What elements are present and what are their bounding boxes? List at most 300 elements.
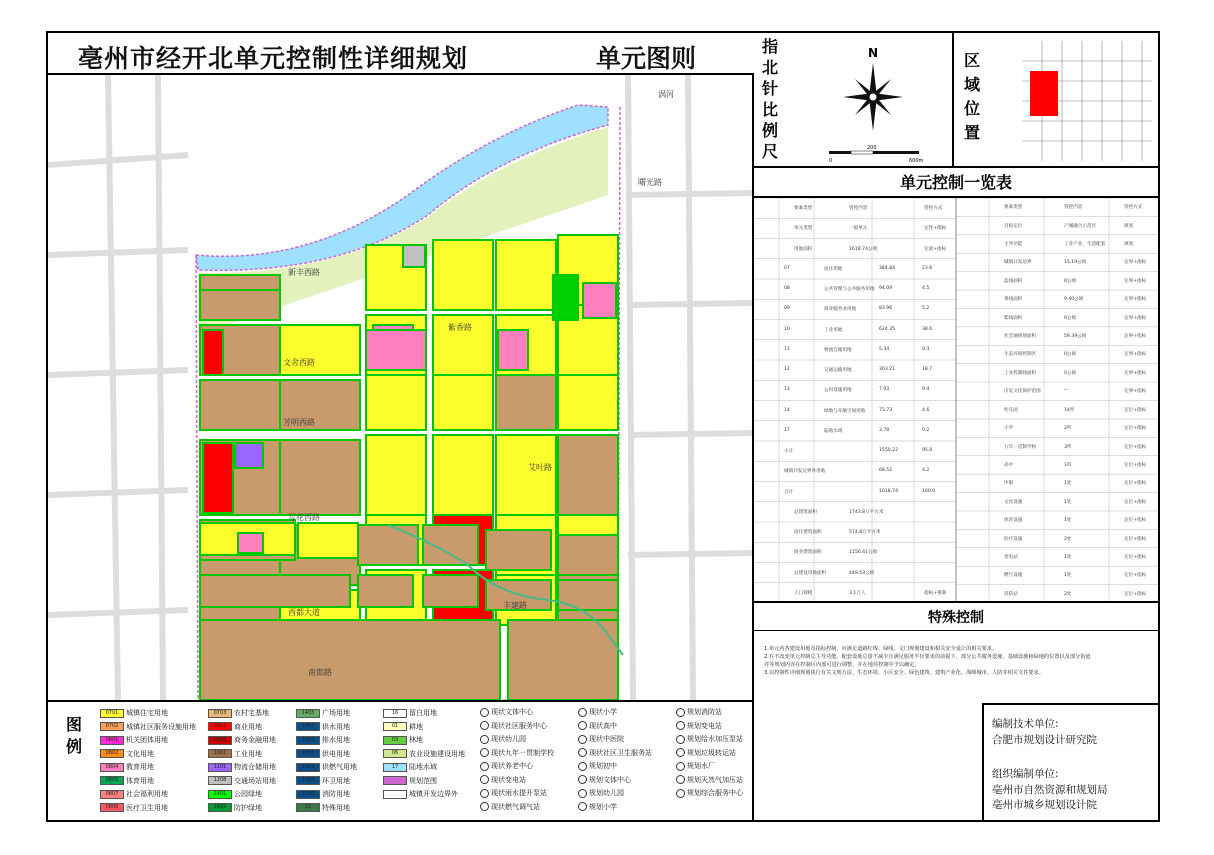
legend-swatch: 1310 [296,790,320,799]
table-cell: 定界+指标 [1124,370,1147,376]
location-label-char: 区 [963,51,980,70]
table-cell: 0.4 [922,387,930,393]
table-cell: 1618.74 [879,488,898,494]
compass-label-char: 尺 [761,142,778,161]
table-cell: 303.21 [879,367,896,373]
legend-swatch: 1001 [208,749,232,758]
legend-item [100,762,154,772]
legend-swatch: 1309 [296,776,320,785]
legend-label: 机关团体用地 [126,736,168,744]
legend-swatch: 1208 [208,776,232,785]
table-cell: 1550.22 [879,448,898,454]
table-cell: 公共管理与公共服务用地 [824,287,875,293]
legend-item [296,776,350,786]
road-label: 芳明西路 [283,418,315,427]
legend-symbol-item [480,734,526,744]
legend-symbol-item [578,707,617,717]
legend-swatch: 06 [383,749,407,758]
table-cell: 一般单元 [849,226,868,232]
tech-unit-name: 合肥市规划设计研究院 [992,734,1097,746]
table-cell: 0公顷 [1064,370,1077,376]
special-line: 1.单元内各建设用地及指标控制，应满足道路红线、绿线、文门规划建设和相关安全退让的相关要求。 [764,646,998,652]
table-cell: 中职 [1004,481,1014,487]
table-cell: 城镇开发边界 [1004,260,1032,266]
legend-swatch: 0701 [100,709,124,718]
org-unit-label: 组织编制单位: [992,768,1059,780]
legend-label: 现状高中 [589,721,617,730]
compass-label-char: 针 [761,79,778,98]
facility-symbol-icon [676,735,685,744]
table-cell: 变电站 [1004,554,1018,560]
table-cell: 公用设施用地 [824,388,852,394]
legend-swatch: 1402 [208,803,232,812]
legend-item [383,776,437,786]
table-cell: 定位+指标 [1124,536,1147,542]
legend-item [208,722,262,732]
legend-label: 陆地水域 [409,763,437,771]
table-cell: 1156.41公顷 [849,550,878,556]
legend-item [100,776,154,786]
table-cell: 定位+指标 [1124,426,1147,432]
legend-label: 防护绿地 [234,803,262,812]
table-cell: 定位+指标 [1124,518,1147,524]
table-cell: 384.84 [879,265,896,271]
legend-swatch: 1403 [296,709,320,718]
table-cell: 1743.8万平方米 [849,509,884,515]
tech-unit-label: 编制技术单位: [992,718,1059,730]
legend-symbol-item [578,788,624,798]
legend-label: 商务金融用地 [234,736,276,744]
table-cell: 0公顷 [1064,352,1077,358]
legend-label: 留白用地 [409,709,437,717]
table-cell: 消防站 [1004,591,1018,597]
legend-symbol-item [480,802,540,812]
legend-label: 规划初中 [589,762,617,770]
sub-title: 单元图则 [596,44,697,73]
legend-label: 现状雨水提升泵站 [491,789,547,797]
legend-symbol-item [578,721,617,731]
table-cell: 0.3 [922,346,930,352]
table-cell: 定位+指标 [1124,462,1147,468]
legend-swatch: 1301 [296,722,320,731]
table-cell: 总建筑面积 [794,509,817,515]
compass-box [754,33,954,168]
table-cell: 0公顷 [1064,315,1077,321]
table-cell: 指标+强制 [924,590,947,596]
legend-swatch: 0806 [100,803,124,812]
table-cell: 定界+指标 [1124,260,1147,266]
table-cell: 1处 [1064,573,1072,579]
legend-item [383,749,465,759]
table-cell: 5.2 [922,306,930,312]
legend-swatch: 15 [296,803,320,812]
table-cell: 定界+指标 [1124,315,1147,321]
legend-symbol-item [676,748,736,758]
legend-swatch: 1302 [296,736,320,745]
table-cell: 主导功能 [1004,242,1023,248]
legend-symbol-item [480,721,547,731]
legend-symbol-item [578,748,652,758]
table-cell: 高中 [1004,462,1014,468]
road-label: 涡河 [658,90,674,99]
table-cell: 0.2 [922,427,930,433]
legend-swatch: 0902 [208,736,232,745]
legend-label: 排水用地 [322,736,350,744]
legend-symbol-item [480,707,533,717]
legend-symbol-item [480,788,547,798]
table-cell: 紫线面积 [1004,315,1023,321]
table-cell: 居住用地 [824,266,843,272]
facility-symbol-icon [578,789,587,798]
table-cell: 17 [784,427,790,433]
legend-swatch: 0901 [208,722,232,731]
facility-symbol-icon [480,735,489,744]
legend-label: 供燃气用地 [322,763,357,771]
legend-label: 规划变电站 [687,721,722,730]
legend [48,700,754,820]
table-cell: 定性+指标 [924,226,947,232]
table-cell: 0公顷 [1064,278,1077,284]
legend-symbol-item [676,761,715,771]
facility-symbol-icon [480,721,489,730]
facility-symbol-icon [578,775,587,784]
legend-label: 城镇社区服务设施用地 [126,722,196,731]
table-cell: 产城融合示范区 [1064,223,1097,229]
table-cell: 18.7 [922,367,933,373]
legend-item [208,735,276,745]
title-bar [48,33,754,75]
legend-item [383,789,458,799]
legend-symbol-item [578,734,624,744]
location-label-char: 域 [963,75,980,94]
legend-item [100,803,168,813]
table-cell: 管控方式 [1124,205,1143,211]
legend-label: 农业设施建设用地 [409,749,465,758]
table-cell: 社会通规划面积 [1004,334,1037,340]
legend-symbol-item [676,721,722,731]
legend-label: 消防用地 [322,790,350,798]
table-cell: 449.53公顷 [849,570,875,576]
table-cell: 1所 [1064,462,1072,468]
table-cell: 2所 [1064,426,1072,432]
legend-heading: 图例 [66,715,83,756]
table-cell: 4.2 [922,468,930,474]
facility-symbol-icon [578,748,587,757]
table-cell: 物流仓储用地 [824,347,852,353]
legend-label: 交通场站用地 [234,776,276,785]
table-cell: 文化设施 [1004,499,1023,505]
legend-symbol-item [578,775,631,785]
legend-label: 林地 [409,736,423,744]
legend-item [296,803,350,813]
compass-label-char: 比 [761,100,778,119]
table-cell: 14 [784,407,790,413]
legend-swatch: 1101 [208,763,232,772]
location-label-char: 位 [963,99,980,118]
table-cell: 23.6 [922,265,933,271]
legend-label: 现状燃气调气站 [491,802,540,811]
legend-swatch: 17 [383,763,407,772]
legend-label: 工业用地 [234,749,262,758]
legend-label: 现状变电站 [491,775,526,784]
legend-label: 规划水厂 [687,762,715,770]
table-cell: 574.8万平方米 [849,530,881,536]
location-label-char: 置 [963,123,980,142]
legend-label: 城镇住宅用地 [126,709,168,717]
legend-label: 教育用地 [126,763,154,771]
facility-symbol-icon [578,721,587,730]
north-label: N [867,46,879,60]
table-cell: 95.8 [922,448,933,454]
legend-label: 现状中医院 [589,735,624,743]
compass-label-char: 指 [761,37,778,56]
scale-tick: 200 [867,145,877,151]
scale-tick: 0 [829,158,833,164]
legend-item [383,735,423,745]
legend-label: 医疗卫生用地 [126,803,168,812]
legend-symbol-item [676,707,722,717]
legend-item [296,762,357,772]
scale-tick: 600m [909,158,924,164]
legend-label: 城镇开发边界外 [409,790,458,798]
legend-item [208,803,262,813]
table-cell: 3.78 [879,427,890,433]
table-cell: 5.34 [879,346,890,352]
table-cell: 交通运输用地 [824,368,852,374]
facility-symbol-icon [480,789,489,798]
facility-symbol-icon [676,789,685,798]
table-cell: 08 [784,286,790,292]
legend-label: 规划范围 [409,776,437,785]
legend-item [383,762,437,772]
location-box [954,33,1158,168]
table-cell: 幼儿园 [1004,407,1018,413]
table-cell: 定位+指标 [1124,444,1147,450]
legend-swatch: 01 [383,722,407,731]
table-cell: 624.25 [879,326,896,332]
facility-symbol-icon [676,748,685,757]
table-cell: 商业服务业用地 [824,307,857,313]
facility-symbol-icon [578,762,587,771]
legend-swatch: 0703 [208,709,232,718]
compass-label-char: 例 [761,121,778,140]
table-cell: 7.03 [879,387,890,393]
table-cell: 商业建筑面积 [794,550,822,556]
legend-label: 农村宅基地 [234,709,269,717]
table-grid [754,198,1158,603]
legend-symbol-item [676,775,743,785]
table-cell: 总建设用地面积 [794,570,827,576]
table-cell: 管控内容 [1064,205,1083,211]
table-cell: 2处 [1064,591,1072,597]
table-cell: 定位+指标 [1124,554,1147,560]
legend-label: 现状九年一贯制学校 [491,748,554,757]
org-unit-name-1: 亳州市自然资源和规划局 [992,784,1108,796]
facility-symbol-icon [578,708,587,717]
table-cell: 居住建筑面积 [794,530,822,536]
table-cell: 定量+指标 [924,246,947,252]
table-cell: 1处 [1064,499,1072,505]
legend-item [383,708,437,718]
location-highlight [1030,71,1058,116]
table-cell: 11 [784,346,790,352]
legend-label: 规划小学 [589,802,617,811]
table-title: 单元控制一览表 [754,168,1158,198]
legend-label: 耕地 [409,722,423,731]
legend-label: 规划幼儿园 [589,789,624,797]
table-cell: 规划 [1124,242,1134,248]
table-cell: 10 [784,326,790,332]
legend-label: 商业用地 [234,722,262,731]
facility-symbol-icon [578,735,587,744]
map-svg [48,75,754,700]
legend-symbol-item [676,788,743,798]
special-line: 3.以控制性详细规划执行有关文规方法、生态环境、小区安全、绿色建筑、建筑产业化、海绵城市、人防等相关文件要求。 [764,670,1044,676]
table-cell: 定位+指标 [1124,499,1147,505]
legend-swatch: 1401 [208,790,232,799]
legend-swatch: 0804 [100,763,124,772]
table-cell: 要素类型 [1004,205,1023,211]
facility-symbol-icon [480,708,489,717]
legend-item [100,789,168,799]
special-title: 特殊控制 [754,605,1158,631]
legend-symbol-item [480,761,533,771]
table-cell: 定位+指标 [1124,481,1147,487]
facility-symbol-icon [480,762,489,771]
legend-label: 现状社区服务中心 [491,721,547,730]
facility-symbol-icon [578,802,587,811]
table-cell: 94.09 [879,286,893,292]
table-cell: 蓝线面积 [1004,278,1023,284]
legend-label: 社会福利用地 [126,790,168,798]
road-label: 写花西路 [288,513,320,522]
legend-item [100,708,168,718]
facility-symbol-icon [480,802,489,811]
org-unit-name-2: 亳州市城乡规划设计院 [992,799,1097,811]
legend-symbol-item [578,761,617,771]
table-cell: 1处 [1064,518,1072,524]
right-panel [754,33,1158,820]
table-cell: 规划 [1124,223,1134,229]
table-cell: 小计 [784,449,794,455]
legend-label: 公园绿地 [234,790,262,798]
legend-label: 现状社区卫生服务站 [589,748,652,757]
table-cell: 要素类型 [794,206,813,212]
legend-label: 现状小学 [589,708,617,716]
table-cell: 城镇开发边界外用地 [784,469,826,475]
table-cell: 生态环境控制区 [1004,352,1037,358]
road-label: 新丰西路 [288,268,320,277]
legend-swatch: 1304 [296,763,320,772]
facility-symbol-icon [676,708,685,717]
legend-item [208,749,262,759]
legend-swatch: 0802 [100,749,124,758]
table-cell: 12 [784,367,790,373]
facility-symbol-icon [676,721,685,730]
legend-item [208,776,276,786]
table-cell: 38.6 [922,326,933,332]
table-cell: 管控内容 [849,206,868,212]
legend-item [208,789,262,799]
table-cell: 历史文化保护范围 [1004,389,1041,395]
table-cell: 单元类型 [794,226,813,232]
table-cell: 小学 [1004,426,1014,432]
legend-swatch [383,790,407,799]
table-cell: 1618.74公顷 [849,246,878,252]
table-cell: 07 [784,265,790,271]
table-cell: 九年一贯制学校 [1004,444,1037,450]
legend-item [296,749,350,759]
table-cell: 4.5 [922,286,930,292]
legend-label: 特殊用地 [322,803,350,812]
legend-swatch: 1303 [296,749,320,758]
table-cell: 定界+指标 [1124,352,1147,358]
legend-swatch: 16 [383,709,407,718]
legend-swatch: 0702 [100,722,124,731]
table-cell: 合计 [784,489,794,495]
legend-item [296,708,350,718]
special-line: 详等规划内容在控制区内部可进行调整，并在地块控制中予以确定。 [764,662,920,668]
legend-item [100,749,154,759]
table-cell: 68.52 [879,468,893,474]
special-text [764,645,1154,677]
table-cell: 3所 [1064,444,1072,450]
table-cell: 工业产业、生活配套 [1064,242,1106,248]
table-cell: 83.96 [879,306,893,312]
legend-swatch: 0807 [100,790,124,799]
legend-symbol-item [480,775,526,785]
table-cell: 100.0 [922,488,936,494]
table-cell: 9.40公顷 [1064,297,1084,303]
north-arrow-icon [809,39,949,164]
road-label: 丰建路 [503,601,527,610]
table-cell: 定位+指标 [1124,591,1147,597]
legend-item [208,762,276,772]
legend-item [296,789,350,799]
legend-swatch: 03 [383,736,407,745]
road-label: 曙光路 [638,178,662,187]
facility-symbol-icon [480,748,489,757]
table-cell: 2处 [1064,536,1072,542]
table-cell: 燃气设施 [1004,573,1023,579]
legend-label: 环卫用地 [322,776,350,785]
table-cell: 用地面积 [794,246,813,252]
table-cell: 4.6 [922,407,930,413]
table-cell: 1处 [1064,554,1072,560]
table-cell: 3.1万人 [849,590,866,596]
table-cell: 定界+指标 [1124,297,1147,303]
table-cell: 工业控制线面积 [1004,370,1037,376]
table-cell: 黄线面积 [1004,297,1023,303]
legend-label: 现状养老中心 [491,762,533,770]
legend-label: 规划垃圾转运站 [687,748,736,757]
legend-label: 供水用地 [322,722,350,731]
legend-swatch [383,776,407,785]
legend-label: 规划天然气加压站 [687,775,743,784]
table-cell: 13 [784,387,790,393]
table-cell: 定位+指标 [1124,573,1147,579]
legend-label: 供电用地 [322,749,350,758]
road-label: 艾叶路 [528,463,552,472]
table-cell: 73.73 [879,407,893,413]
compass-label-char: 北 [761,58,778,77]
table-cell: 人口规模 [794,590,813,596]
land-use-map [48,75,754,700]
table-cell: — [1064,388,1069,394]
table-cell: 定位+指标 [1124,407,1147,413]
legend-item [383,722,423,732]
special-line: 2.在不改变单元控制总主导功能、配套设施总量不减少且满足服务半径要求的前提下，部分公共服务设施、基础设施和绿地的位置以及部分街道 [764,654,1091,660]
